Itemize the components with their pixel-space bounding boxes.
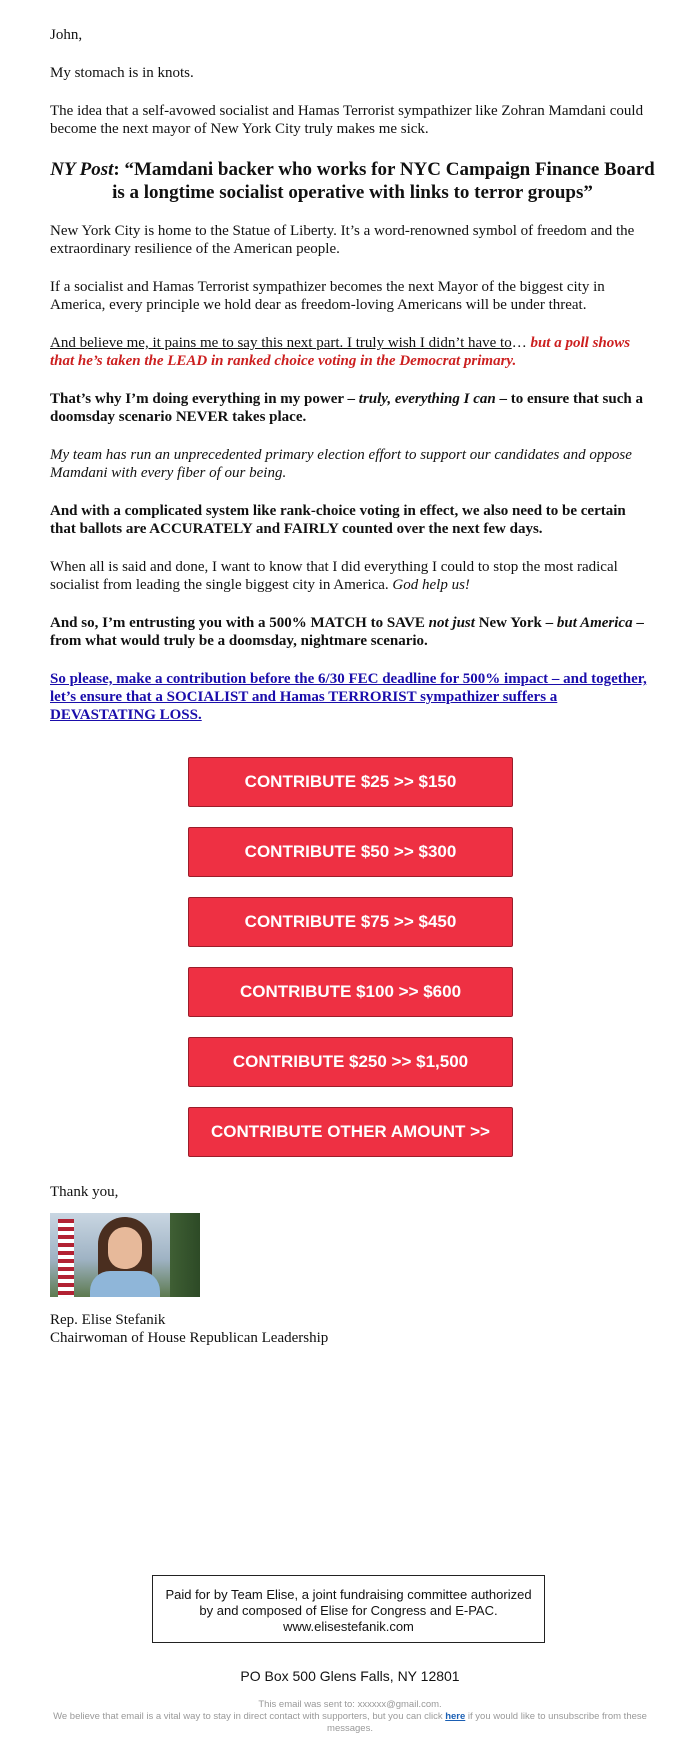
email-body — [50, 26, 655, 744]
paragraph-statue: New York City is home to the Statue of Liberty. It’s a word-renowned symbol of freedom and the extraordinary resilience of the American people. — [50, 223, 635, 257]
match-text-c: New York – — [474, 615, 557, 631]
match-text-b: not just — [428, 615, 475, 631]
everything-text-a: That’s why I’m doing everything in my power – — [50, 391, 359, 407]
signature-title: Chairwoman of House Republican Leadership — [50, 1330, 329, 1346]
contribute-100-button[interactable]: CONTRIBUTE $100 >> $600 — [188, 967, 513, 1017]
contribute-250-button[interactable]: CONTRIBUTE $250 >> $1,500 — [188, 1037, 513, 1087]
paragraph-everything — [50, 390, 655, 426]
paragraph-ballots: And with a complicated system like rank-choice voting in effect, we also need to be certain that ballots are ACCURATELY and FAIRLY counted over the next few days. — [50, 503, 626, 537]
face-graphic — [108, 1227, 142, 1269]
paragraph-threat: If a socialist and Hamas Terrorist sympathizer becomes the next Mayor of the biggest city in America, every principle we hold dear as freedom-loving Americans will be under threat. — [50, 279, 605, 313]
contribute-other-button[interactable]: CONTRIBUTE OTHER AMOUNT >> — [188, 1107, 513, 1157]
paragraph-team: My team has run an unprecedented primary election effort to support our candidates and oppose Mamdani with every fiber of our being. — [50, 447, 632, 481]
paragraph-poll — [50, 334, 655, 370]
headline-source: NY Post — [50, 159, 114, 180]
greeting: John, — [50, 27, 83, 43]
contribute-25-button[interactable]: CONTRIBUTE $25 >> $150 — [188, 757, 513, 807]
headline-text: : “Mamdani backer who works for NYC Campaign Finance Board is a longtime socialist operative with links to terror groups” — [112, 159, 655, 203]
paragraph-match — [50, 614, 655, 650]
contribute-50-button[interactable]: CONTRIBUTE $50 >> $300 — [188, 827, 513, 877]
mailing-address: PO Box 500 Glens Falls, NY 12801 — [240, 1668, 460, 1684]
match-text-e: – from what would truly be a doomsday, nightmare scenario. — [50, 615, 644, 649]
portrait-photo — [50, 1213, 200, 1297]
contribute-buttons — [188, 757, 513, 1177]
unsub-text-after: if you would like to unsubscribe from these messages. — [327, 1711, 647, 1734]
sent-to-text: This email was sent to: xxxxxx@gmail.com. — [258, 1699, 442, 1710]
contribute-75-button[interactable]: CONTRIBUTE $75 >> $450 — [188, 897, 513, 947]
contribute-link[interactable]: So please, make a contribution before the 6/30 FEC deadline for 500% impact – and together, let’s ensure that a SOCIALIST and Hamas TERRORIST sympathizer suffers a DEVASTATING LOSS. — [50, 671, 647, 723]
poll-ellipsis: … — [511, 335, 531, 351]
paid-for-disclaimer: Paid for by Team Elise, a joint fundraising committee authorized by and composed of Elise for Congress and E-PAC. www.elisestefanik.com — [152, 1575, 545, 1643]
signature-name: Rep. Elise Stefanik — [50, 1312, 166, 1328]
paragraph-idea: The idea that a self-avowed socialist and Hamas Terrorist sympathizer like Zohran Mamdani could become the next mayor of New York City truly makes me sick. — [50, 103, 644, 137]
signoff: Thank you, — [50, 1184, 119, 1200]
god-help-text-b: God help us! — [392, 577, 470, 593]
unsubscribe-link[interactable]: here — [445, 1711, 466, 1722]
paragraph-god-help — [50, 558, 655, 594]
everything-text-c: – to ensure that such a doomsday scenario NEVER takes place. — [50, 391, 643, 425]
match-text-a: And so, I’m entrusting you with a 500% MATCH to SAVE — [50, 615, 429, 631]
match-text-d: but America — [556, 615, 633, 631]
everything-text-b: truly, everything I can — [358, 391, 496, 407]
unsubscribe-notice — [40, 1699, 660, 1735]
flag-graphic — [58, 1219, 74, 1297]
tree-graphic — [170, 1213, 200, 1297]
unsub-text-before: We believe that email is a vital way to stay in direct contact with supporters, but you can click — [53, 1711, 446, 1722]
headline — [50, 158, 655, 204]
signature-block — [50, 1184, 550, 1347]
poll-underlined-text: And believe me, it pains me to say this next part. I truly wish I didn’t have to — [50, 335, 512, 351]
god-help-text-a: When all is said and done, I want to know that I did everything I could to stop the most radical socialist from leading the single biggest city in America. — [50, 559, 618, 593]
poll-red-text: but a poll shows that he’s taken the LEAD in ranked choice voting in the Democrat primary. — [50, 335, 631, 369]
shirt-graphic — [90, 1271, 160, 1297]
paragraph-stomach: My stomach is in knots. — [50, 65, 194, 81]
